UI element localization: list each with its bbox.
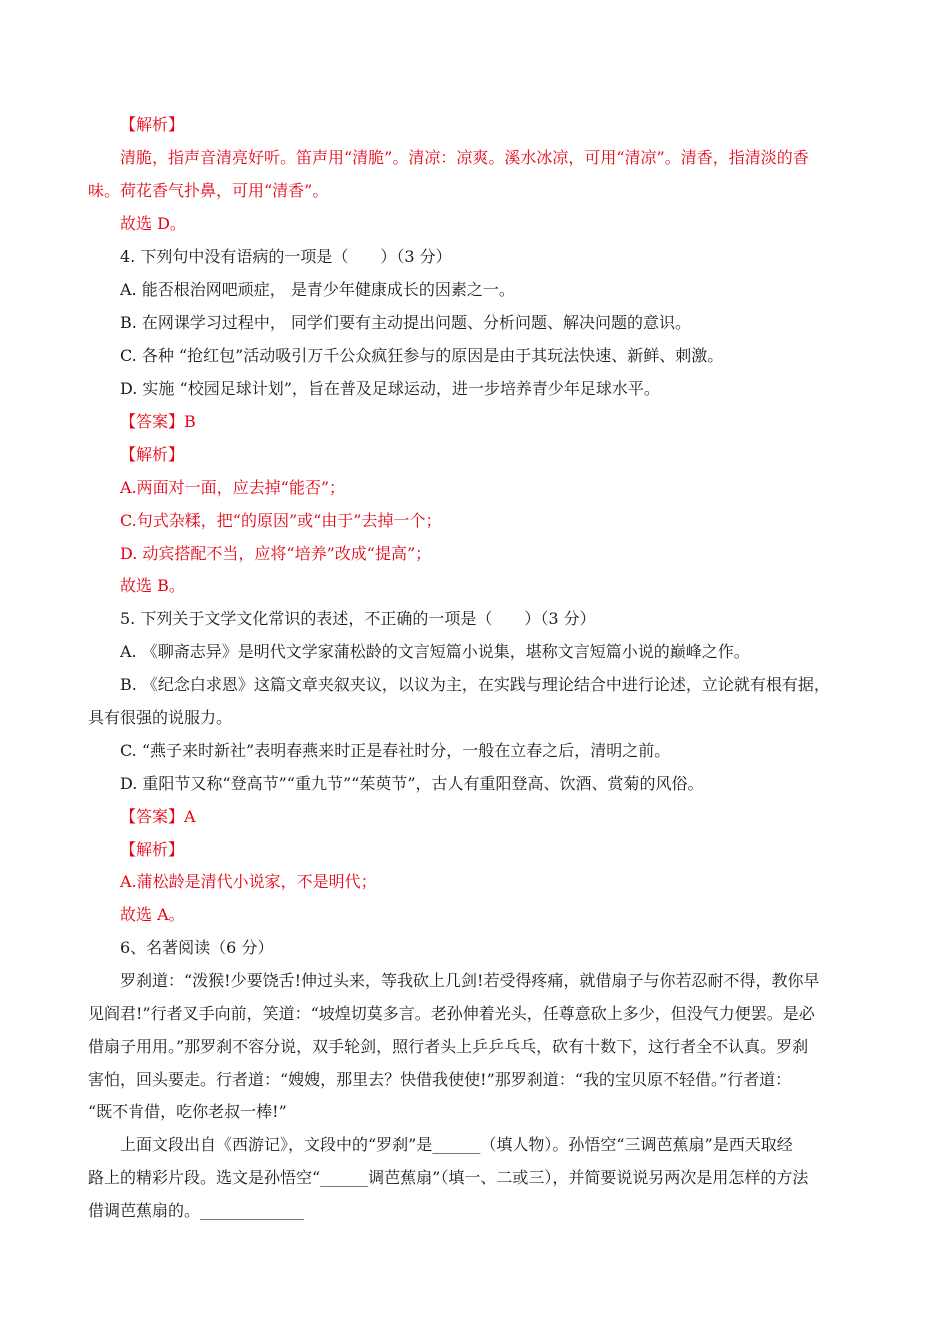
question-line: 见阎君!”行者叉手向前，笑道：“坡煌切莫多言。老孙伸着光头，任尊意砍上多少，但没气力便罢。是必: [88, 1004, 815, 1023]
answer-line: D. 动宾搭配不当，应将“培养”改成“提高”；: [120, 544, 432, 563]
answer-line: 【解析】: [120, 445, 185, 464]
question-line: 害怕，回头要走。行者道：“嫂嫂，那里去？快借我使使!”那罗刹道：“我的宝贝原不轻借。”行者道：: [88, 1070, 792, 1089]
question-line: C. 各种 “抢红包”活动吸引万千公众疯狂参与的原因是由于其玩法快速、新鲜、刺激。: [120, 346, 724, 365]
answer-line: 【答案】B: [120, 412, 196, 431]
answer-line: 故选 B。: [120, 576, 185, 595]
question-line: “既不肯借，吃你老叔一棒!”: [88, 1102, 287, 1121]
question-line: B. 在网课学习过程中， 同学们要有主动提出问题、分析问题、解决问题的意识。: [120, 313, 692, 332]
answer-line: 故选 A。: [120, 905, 185, 924]
answer-line: 【解析】: [120, 840, 185, 859]
answer-line: A.两面对一面，应去掉“能否”；: [120, 478, 346, 497]
question-line: 上面文段出自《西游记》，文段中的“罗刹”是______（填人物）。孙悟空“三调芭蕉扇”是西天取经: [120, 1135, 793, 1154]
question-line: D. 实施 “校园足球计划”，旨在普及足球运动，进一步培养青少年足球水平。: [120, 379, 660, 398]
answer-line: 清脆，指声音清亮好听。笛声用“清脆”。清凉：凉爽。溪水冰凉，可用“清凉”。清香，指清淡的香: [120, 148, 809, 167]
question-line: B. 《纪念白求恩》这篇文章夹叙夹议，以议为主，在实践与理论结合中进行论述，立论就有根有据，: [120, 675, 830, 694]
answer-line: 味。荷花香气扑鼻，可用“清香”。: [88, 181, 329, 200]
question-line: 路上的精彩片段。选文是孙悟空“______调芭蕉扇”（填一、二或三），并简要说说另两次是用怎样的方法: [88, 1168, 809, 1187]
question-line: 罗刹道：“泼猴!少要饶舌!伸过头来，等我砍上几剑!若受得疼痛，就借扇子与你若忍耐不得，教你早: [120, 971, 820, 990]
question-line: A. 《聊斋志异》是明代文学家蒲松龄的文言短篇小说集，堪称文言短篇小说的巅峰之作。: [120, 642, 750, 661]
answer-line: 【解析】: [120, 115, 185, 134]
answer-line: 故选 D。: [120, 214, 186, 233]
answer-line: 【答案】A: [120, 807, 196, 826]
question-line: C. “燕子来时新社”表明春燕来时正是春社时分，一般在立春之后，清明之前。: [120, 741, 671, 760]
question-line: 借扇子用用。”那罗刹不容分说，双手轮剑，照行者头上乒乒乓乓，砍有十数下，这行者全不认真。罗刹: [88, 1037, 809, 1056]
question-line: D. 重阳节又称“登高节”“重九节”“茱萸节”，古人有重阳登高、饮酒、赏菊的风俗。: [120, 774, 704, 793]
question-line: 4. 下列句中没有语病的一项是（ ）（3 分）: [120, 247, 452, 266]
answer-line: A.蒲松龄是清代小说家，不是明代；: [120, 872, 377, 891]
question-line: 6、名著阅读（6 分）: [120, 938, 274, 957]
question-line: 5. 下列关于文学文化常识的表述，不正确的一项是（ ）（3 分）: [120, 609, 596, 628]
question-line: 具有很强的说服力。: [88, 708, 233, 727]
question-line: A. 能否根治网吧顽症， 是青少年健康成长的因素之一。: [120, 280, 515, 299]
question-line: 借调芭蕉扇的。_____________: [88, 1201, 305, 1220]
answer-line: C.句式杂糅，把“的原因”或“由于”去掉一个；: [120, 511, 442, 530]
